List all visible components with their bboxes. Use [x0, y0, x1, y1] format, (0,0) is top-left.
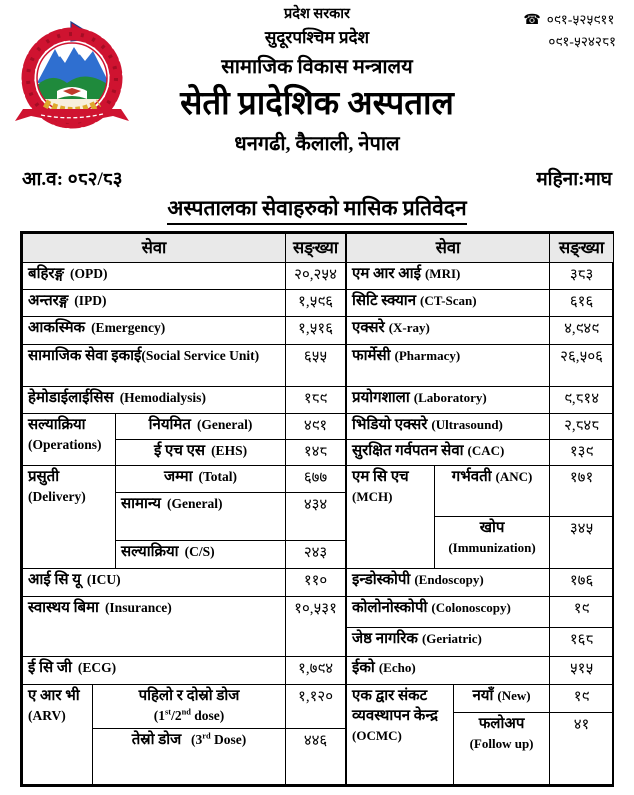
- meta-row: [0, 165, 634, 191]
- fiscal-year: आ.व: ०८२/८३: [22, 168, 123, 190]
- count-cell-ipd: १,५९६: [286, 289, 346, 316]
- table-row: [347, 465, 614, 516]
- col-header-service-right: सेवा: [347, 233, 550, 262]
- count-cell-laboratory: ९,८१४: [550, 386, 614, 413]
- service-label-en: (OPD): [70, 265, 108, 281]
- service-label-np: एक द्वार संकट व्यवस्थापन केन्द्र: [352, 687, 438, 724]
- service-cell-cac: [347, 439, 550, 465]
- service-label-en: (Insurance): [104, 599, 172, 615]
- count-cell-delivery-total: ६७७: [286, 465, 346, 492]
- service-label-np: फार्मेसी: [352, 347, 391, 364]
- service-label-np: स्वास्थय बिमा: [28, 599, 99, 616]
- count-cell-colonoscopy: १९: [550, 596, 614, 627]
- service-label-en: (EHS): [211, 442, 248, 458]
- count-cell-ocmc-new: १९: [550, 684, 614, 712]
- service-label-np: इन्डोस्कोपी: [352, 571, 411, 588]
- service-label-np: सल्याक्रिया: [28, 416, 86, 433]
- service-label-np: ई सि जी: [28, 659, 72, 676]
- service-cell-operations-general: [116, 413, 286, 439]
- table-row: [23, 344, 346, 386]
- service-label-en: (Hemodialysis): [119, 389, 206, 405]
- service-label-np: गर्भवती: [451, 468, 492, 485]
- service-label-en: (Follow up): [469, 735, 534, 751]
- service-cell-mch-immunization: [435, 516, 550, 568]
- count-cell-pharmacy: २६,५०६: [550, 344, 614, 386]
- service-label-np: फलोअप: [478, 715, 525, 732]
- service-cell-ocmc-followup: [454, 712, 550, 784]
- count-cell-emergency: १,५१६: [286, 316, 346, 344]
- service-label-np: आकस्मिक: [28, 319, 86, 336]
- count-cell-mch-anc: १७१: [550, 465, 614, 516]
- service-label-en: (3rd Dose): [191, 731, 247, 747]
- service-label-en: (Immunization): [448, 539, 536, 555]
- service-label-np: एम आर आई: [352, 265, 421, 282]
- table-row: [23, 386, 346, 413]
- service-label-np: पहिलो र दोस्रो डोज: [138, 687, 240, 704]
- count-cell-arv-dose3: ४४६: [286, 728, 346, 784]
- service-label-en: (Colonoscopy): [431, 599, 511, 615]
- service-cell-insurance: [23, 596, 286, 656]
- service-label-np: सिटि स्क्यान: [352, 292, 417, 309]
- services-table-left: [22, 233, 346, 785]
- table-row: [347, 344, 614, 386]
- service-cell-arv-dose12: [93, 684, 286, 728]
- service-label-np: बहिरङ्ग: [28, 265, 65, 282]
- service-label-en: (Pharmacy): [394, 347, 461, 363]
- count-cell-mri: ३८३: [550, 262, 614, 289]
- service-label-np: प्रयोगशाला: [352, 389, 410, 406]
- service-label-en: (General): [196, 416, 253, 432]
- service-label-en: (MRI): [424, 265, 461, 281]
- services-table: [20, 231, 614, 787]
- service-cell-arv-dose3: [93, 728, 286, 784]
- service-cell-ocmc-new: [454, 684, 550, 712]
- table-row: [23, 684, 346, 728]
- phone-number-2: ०९१-५२४२८१: [548, 33, 616, 49]
- services-table-right: [346, 233, 614, 785]
- service-label-np: अन्तरङ्ग: [28, 292, 69, 309]
- service-cell-xray: [347, 316, 550, 344]
- phone-block: [523, 10, 616, 53]
- service-label-np: सामाजिक सेवा इकाई: [28, 347, 142, 364]
- service-cell-delivery-total: [116, 465, 286, 492]
- report-title: अस्पतालका सेवाहरुको मासिक प्रतिवेदन: [0, 194, 634, 225]
- service-label-np: सामान्य: [121, 495, 162, 512]
- count-cell-geriatric: १६८: [550, 627, 614, 656]
- service-group-arv: [23, 684, 93, 784]
- service-cell-geriatric: [347, 627, 550, 656]
- service-cell-ipd: [23, 289, 286, 316]
- count-cell-operations-general: ४९१: [286, 413, 346, 439]
- count-cell-icu: ११०: [286, 568, 346, 596]
- service-cell-icu: [23, 568, 286, 596]
- service-label-np: सुरक्षित गर्वपतन सेवा: [352, 442, 464, 459]
- table-header-row: [347, 233, 614, 262]
- count-cell-cac: १३९: [550, 439, 614, 465]
- hospital-address: धनगढी, कैलाली, नेपाल: [234, 132, 400, 155]
- service-label-np: एक्सरे: [352, 319, 385, 336]
- service-label-en: (Total): [198, 468, 238, 484]
- count-cell-hemodialysis: १८९: [286, 386, 346, 413]
- service-cell-operations-ehs: [116, 439, 286, 465]
- service-label-en: (OCMC): [352, 727, 402, 743]
- table-row: [347, 316, 614, 344]
- table-row: [23, 262, 346, 289]
- service-cell-laboratory: [347, 386, 550, 413]
- count-cell-insurance: १०,५३१: [286, 596, 346, 656]
- count-cell-mch-immunization: ३४५: [550, 516, 614, 568]
- service-label-np: एम सि एच: [352, 468, 409, 485]
- service-cell-ecg: [23, 656, 286, 684]
- service-label-en: (General): [167, 495, 223, 511]
- service-cell-opd: [23, 262, 286, 289]
- count-cell-delivery-general: ४३४: [286, 492, 346, 540]
- service-label-en: (X-ray): [388, 319, 430, 335]
- count-cell-ecg: १,७९४: [286, 656, 346, 684]
- count-cell-ctscan: ६१६: [550, 289, 614, 316]
- service-group-operations: [23, 413, 116, 465]
- service-cell-hemodialysis: [23, 386, 286, 413]
- count-cell-ssu: ६५५: [286, 344, 346, 386]
- table-row: [23, 289, 346, 316]
- service-label-en: (1st/2nd dose): [153, 707, 225, 723]
- service-label-np: हेमोडाईलाईसिस: [28, 389, 114, 406]
- report-month: महिना:माघ: [536, 168, 612, 190]
- service-label-en: (ARV): [28, 707, 66, 723]
- count-cell-xray: ४,९४९: [550, 316, 614, 344]
- count-cell-endoscopy: १७६: [550, 568, 614, 596]
- service-cell-echo: [347, 656, 550, 684]
- province-name: सुदूरपश्चिम प्रदेश: [264, 28, 370, 48]
- hospital-name: सेती प्रादेशिक अस्पताल: [180, 86, 454, 123]
- service-label-np: तेस्रो डोज: [131, 731, 182, 748]
- table-row: [347, 289, 614, 316]
- service-cell-delivery-general: [116, 492, 286, 540]
- service-cell-emergency: [23, 316, 286, 344]
- nepal-emblem-icon: [10, 20, 134, 132]
- table-row: [347, 439, 614, 465]
- service-label-np: नयाँ: [472, 687, 494, 704]
- table-row: [23, 413, 346, 439]
- service-label-np: जेष्ठ नागरिक: [352, 630, 418, 647]
- service-label-en: (Social Service Unit): [141, 347, 260, 363]
- service-label-en: (New): [497, 687, 531, 703]
- count-cell-opd: २०,२५४: [286, 262, 346, 289]
- count-cell-arv-dose12: १,१२०: [286, 684, 346, 728]
- service-label-en: (CT-Scan): [420, 292, 477, 308]
- service-cell-ultrasound: [347, 413, 550, 439]
- table-row: [347, 386, 614, 413]
- table-row: [347, 627, 614, 656]
- service-cell-mri: [347, 262, 550, 289]
- service-label-en: (ICU): [86, 571, 121, 587]
- service-label-en: (Emergency): [91, 319, 166, 335]
- service-label-en: (Delivery): [28, 488, 86, 504]
- table-row: [347, 656, 614, 684]
- service-label-en: (Echo): [378, 659, 416, 675]
- service-cell-endoscopy: [347, 568, 550, 596]
- count-cell-operations-ehs: १४८: [286, 439, 346, 465]
- service-label-np: खोप: [479, 519, 505, 536]
- table-row: [23, 568, 346, 596]
- service-cell-mch-anc: [435, 465, 550, 516]
- service-label-np: नियमित: [148, 416, 191, 433]
- service-label-np: ए आर भी: [28, 687, 80, 704]
- service-label-en: (MCH): [352, 488, 393, 504]
- phone-number-1: ०९१-५२५९११: [546, 12, 615, 27]
- col-header-service-left: सेवा: [23, 233, 286, 262]
- service-cell-ssu: [23, 344, 286, 386]
- service-label-np: प्रसुती: [28, 468, 60, 485]
- col-header-count-left: सङ्ख्या: [286, 233, 346, 262]
- table-row: [23, 316, 346, 344]
- service-label-en: (CAC): [467, 442, 505, 458]
- service-label-en: (IPD): [74, 292, 107, 308]
- service-label-np: ईको: [352, 659, 375, 676]
- count-cell-delivery-cs: २४३: [286, 540, 346, 568]
- count-cell-echo: ५१५: [550, 656, 614, 684]
- table-row: [347, 413, 614, 439]
- table-row: [347, 684, 614, 712]
- service-label-en: (Geriatric): [421, 630, 482, 646]
- table-row: [347, 262, 614, 289]
- table-row: [347, 596, 614, 627]
- table-header-row: [23, 233, 346, 262]
- service-cell-ctscan: [347, 289, 550, 316]
- service-label-en: (ANC): [495, 468, 533, 484]
- service-label-en: (ECG): [77, 659, 117, 675]
- service-group-ocmc: [347, 684, 454, 784]
- table-row: [347, 568, 614, 596]
- telephone-icon: ☎: [523, 13, 541, 28]
- service-label-np: ई एच एस: [153, 442, 206, 459]
- table-row: [23, 596, 346, 656]
- nepal-emblem-logo: [10, 20, 134, 132]
- count-cell-ultrasound: २,८४८: [550, 413, 614, 439]
- service-group-mch: [347, 465, 435, 568]
- government-line: प्रदेश सरकार: [284, 6, 350, 22]
- service-cell-delivery-cs: [116, 540, 286, 568]
- col-header-count-right: सङ्ख्या: [550, 233, 614, 262]
- table-row: [23, 465, 346, 492]
- phone-line-1: [523, 10, 616, 32]
- service-label-en: (C/S): [184, 543, 215, 559]
- service-label-en: (Laboratory): [413, 389, 487, 405]
- service-label-en: (Ultrasound): [431, 416, 503, 432]
- service-label-np: सल्याक्रिया: [121, 543, 179, 560]
- ministry-name: सामाजिक विकास मन्त्रालय: [221, 56, 413, 79]
- count-cell-ocmc-followup: ४१: [550, 712, 614, 784]
- service-cell-colonoscopy: [347, 596, 550, 627]
- service-label-np: जम्मा: [164, 468, 193, 485]
- service-label-np: कोलोनोस्कोपी: [352, 599, 428, 616]
- service-label-en: (Endoscopy): [414, 571, 484, 587]
- service-cell-pharmacy: [347, 344, 550, 386]
- service-group-delivery: [23, 465, 116, 568]
- service-label-np: आई सि यू: [28, 571, 81, 588]
- table-row: [23, 656, 346, 684]
- service-label-en: (Operations): [28, 436, 102, 452]
- service-label-np: भिडियो एक्सरे: [352, 416, 428, 433]
